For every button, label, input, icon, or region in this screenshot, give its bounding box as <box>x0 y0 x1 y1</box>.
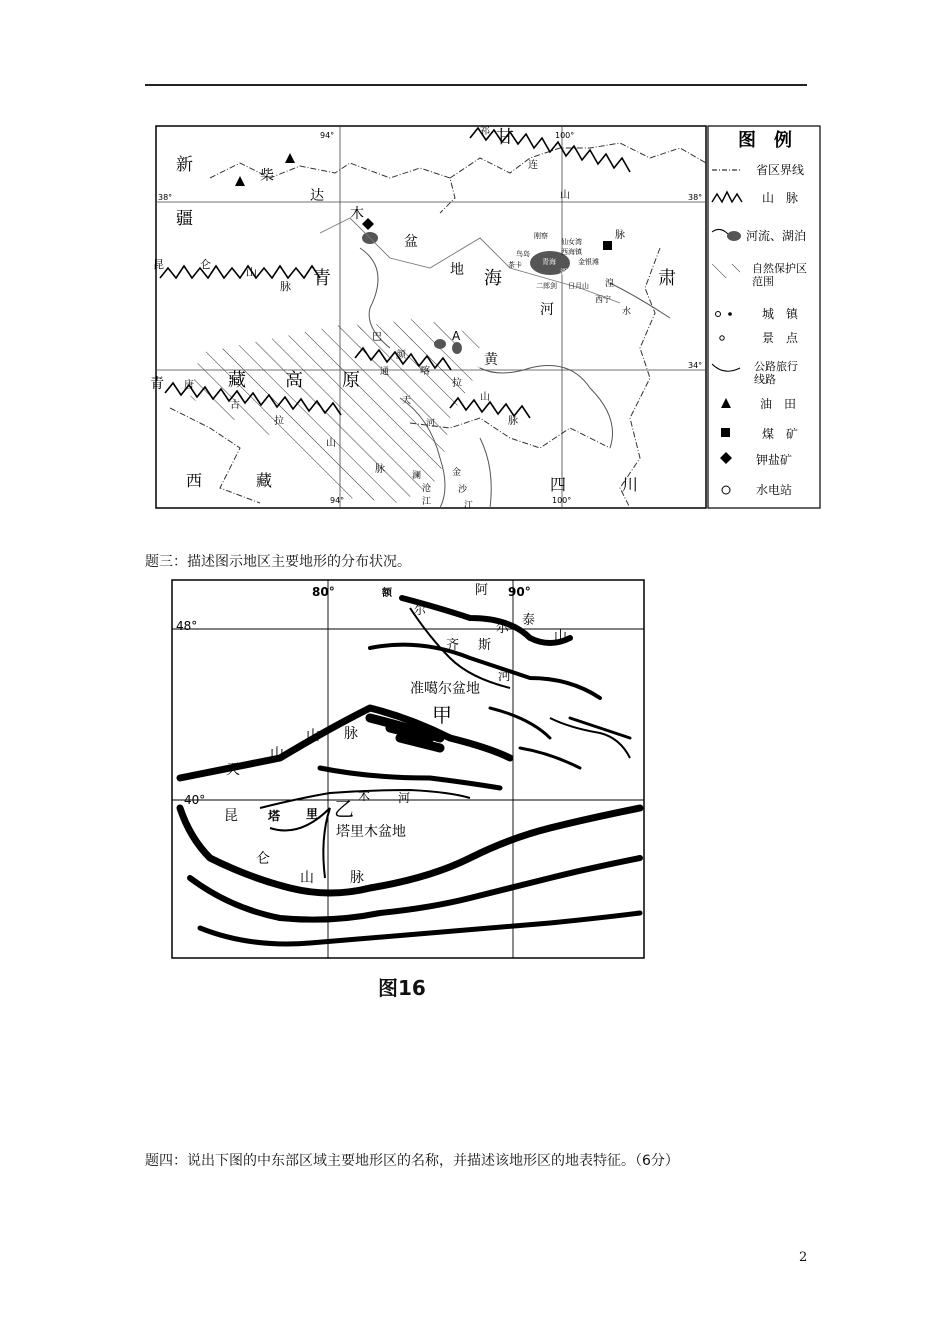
label-chai: 柴 <box>260 168 274 184</box>
header-rule <box>145 84 807 86</box>
label-shan2: 山 <box>270 746 284 762</box>
label-er: 尔 <box>414 603 427 617</box>
label-riyueshan: 日月山 <box>568 282 589 290</box>
legend-reserve-icon <box>712 264 740 278</box>
label-qing2: 青 <box>150 376 164 392</box>
label-mu: 木 <box>350 206 364 222</box>
label-cang: 藏 <box>228 370 246 391</box>
label-chuan: 川 <box>622 475 639 494</box>
label-la: 拉 <box>274 416 284 427</box>
legend-coal-icon <box>721 428 730 437</box>
label-di: 地 <box>450 262 464 278</box>
label-qing: 青 <box>313 268 331 289</box>
label-sha: 沙 <box>458 485 468 495</box>
label-tai: 泰 <box>522 613 536 628</box>
label-si: 斯 <box>478 638 492 653</box>
label-jiang: 疆 <box>176 209 193 229</box>
lake-a-1 <box>434 339 446 349</box>
label-lat-38: 38° <box>158 193 173 202</box>
legend-town-icon <box>728 312 732 316</box>
qinghai-map <box>150 118 826 514</box>
label-kun: 昆 <box>224 808 238 824</box>
label-lian: 连 <box>528 160 538 171</box>
label-qi: 齐 <box>446 638 460 653</box>
label-xiannvwan: 仙女湾 <box>561 238 582 246</box>
label-shui: 水 <box>622 307 632 317</box>
label-junggar-basin: 准噶尔盆地 <box>410 681 480 697</box>
label-he: 河 <box>498 669 512 684</box>
label-shan1: 山 <box>246 266 257 279</box>
label-a: 阿 <box>475 583 489 598</box>
label-kun: 昆 <box>153 258 164 271</box>
label-da: 达 <box>310 188 324 204</box>
label-lon-80: 80° <box>312 585 335 599</box>
label-ka: 喀 <box>420 366 430 377</box>
legend-label-coal: 煤 矿 <box>762 427 799 441</box>
label-shan3: 山 <box>326 438 336 449</box>
question-4: 题四：说出下图的中东部区域主要地形区的名称，并描述该地形区的地表特征。（6分） <box>145 1153 679 1169</box>
label-lon-100-bottom: 100° <box>552 496 572 505</box>
label-gu: 古 <box>230 400 240 411</box>
label-shan4: 山 <box>300 870 314 886</box>
legend-label-reserve: 自然保护区范围 <box>752 262 807 288</box>
label-shan3: 山 <box>306 728 320 744</box>
label-ta: 塔 <box>268 809 281 823</box>
label-a: A <box>452 329 461 343</box>
label-lat-34-right: 34° <box>688 361 703 370</box>
xinjiang-map <box>170 578 646 962</box>
label-erlangjian: 二郎剑 <box>536 282 557 290</box>
label-lon-90: 90° <box>508 585 531 599</box>
label-jiang3: 江 <box>464 501 474 511</box>
coal-mine-icon <box>603 241 612 250</box>
label-qi: 祁 <box>480 126 490 137</box>
label-chaka: 茶卡 <box>508 261 522 269</box>
label-shan4: 山 <box>480 392 490 403</box>
legend-label-potash: 钾盐矿 <box>756 453 793 467</box>
lake-a-2 <box>452 342 462 354</box>
label-gao: 高 <box>285 370 303 391</box>
label-lan: 澜 <box>412 471 422 481</box>
label-mai2: 脉 <box>350 870 364 886</box>
label-huang: 黄 <box>484 352 498 368</box>
label-mai: 脉 <box>344 726 358 742</box>
label-lon-94: 94° <box>320 131 335 140</box>
label-tang: 唐 <box>184 380 194 391</box>
legend-label-mountain: 山 脉 <box>762 191 799 205</box>
label-qinghai-lake-1: 青海 <box>542 258 556 266</box>
label-zang: 藏 <box>256 471 273 490</box>
label-shan2: 山 <box>560 190 570 201</box>
label-tong: 通 <box>380 367 390 377</box>
label-jiang2: 江 <box>422 497 432 507</box>
label-mai4: 脉 <box>508 416 518 427</box>
label-lon-100: 100° <box>555 131 575 140</box>
label-lun: 仑 <box>200 258 211 271</box>
label-lon-94-bottom: 94° <box>330 496 345 505</box>
label-mai3: 脉 <box>375 464 385 475</box>
label-hai: 海 <box>484 268 502 289</box>
label-er2: 尔 <box>496 621 510 636</box>
label-xining: 西宁 <box>595 295 611 304</box>
label-tian: 天 <box>402 396 412 406</box>
label-pen: 盆 <box>404 234 418 250</box>
label-tian: 天 <box>226 762 240 778</box>
label-lat-40: 40° <box>184 793 206 807</box>
label-he2: 河 <box>398 791 411 805</box>
label-li: 里 <box>306 807 319 821</box>
label-lat-48: 48° <box>176 619 198 633</box>
label-e: 额 <box>382 588 392 599</box>
label-lun: 仑 <box>256 851 270 867</box>
label-xi: 西 <box>186 471 203 490</box>
label-xihaizhen: 西海镇 <box>561 248 582 256</box>
label-gangcha: 刚察 <box>534 232 548 240</box>
label-yuan: 原 <box>342 370 360 391</box>
label-mai1: 脉 <box>280 280 291 293</box>
label-si: 四 <box>550 475 567 494</box>
legend-title: 图 例 <box>738 130 792 151</box>
label-la2: 拉 <box>452 378 462 389</box>
label-ba: 巴 <box>372 332 382 343</box>
label-tarim-basin: 塔里木盆地 <box>336 824 406 840</box>
label-jia: 甲 <box>432 703 452 727</box>
label-su: 肃 <box>658 268 676 289</box>
legend-label-oil: 油 田 <box>760 397 797 411</box>
label-lat-38-right: 38° <box>688 193 703 202</box>
legend-label-road: 公路旅行线路 <box>754 360 798 386</box>
label-jin: 金 <box>452 468 462 478</box>
page-number: 2 <box>799 1250 808 1265</box>
legend-label-city: 城 镇 <box>762 307 799 321</box>
figure-caption: 图16 <box>378 976 426 1000</box>
label-qinghai-lake-2: 湖 <box>560 268 567 276</box>
legend-label-border: 省区界线 <box>756 163 805 177</box>
label-yi: 乙 <box>334 797 354 821</box>
label-gan: 甘 <box>496 127 514 148</box>
label-he: 河 <box>540 302 554 318</box>
label-mu: 木 <box>358 789 371 803</box>
label-shan: 山 <box>554 629 568 644</box>
label-jinyintan: 金银滩 <box>578 258 599 266</box>
legend-label-hydro: 水电站 <box>756 483 793 497</box>
map1-legend <box>708 126 820 508</box>
label-xin: 新 <box>176 155 193 175</box>
legend-label-river: 河流、湖泊 <box>746 229 807 243</box>
label-cang2: 沧 <box>422 484 432 494</box>
label-he3: 河 <box>426 419 436 429</box>
question-3: 题三：描述图示地区主要地形的分布状况。 <box>145 554 411 570</box>
label-huang2: 湟 <box>605 279 615 289</box>
label-yan: 颜 <box>396 350 406 361</box>
legend-lake-icon <box>727 231 741 241</box>
label-mai2: 脉 <box>615 230 625 241</box>
legend-label-scenic: 景 点 <box>762 331 799 345</box>
label-niaodao: 鸟岛 <box>516 250 530 258</box>
